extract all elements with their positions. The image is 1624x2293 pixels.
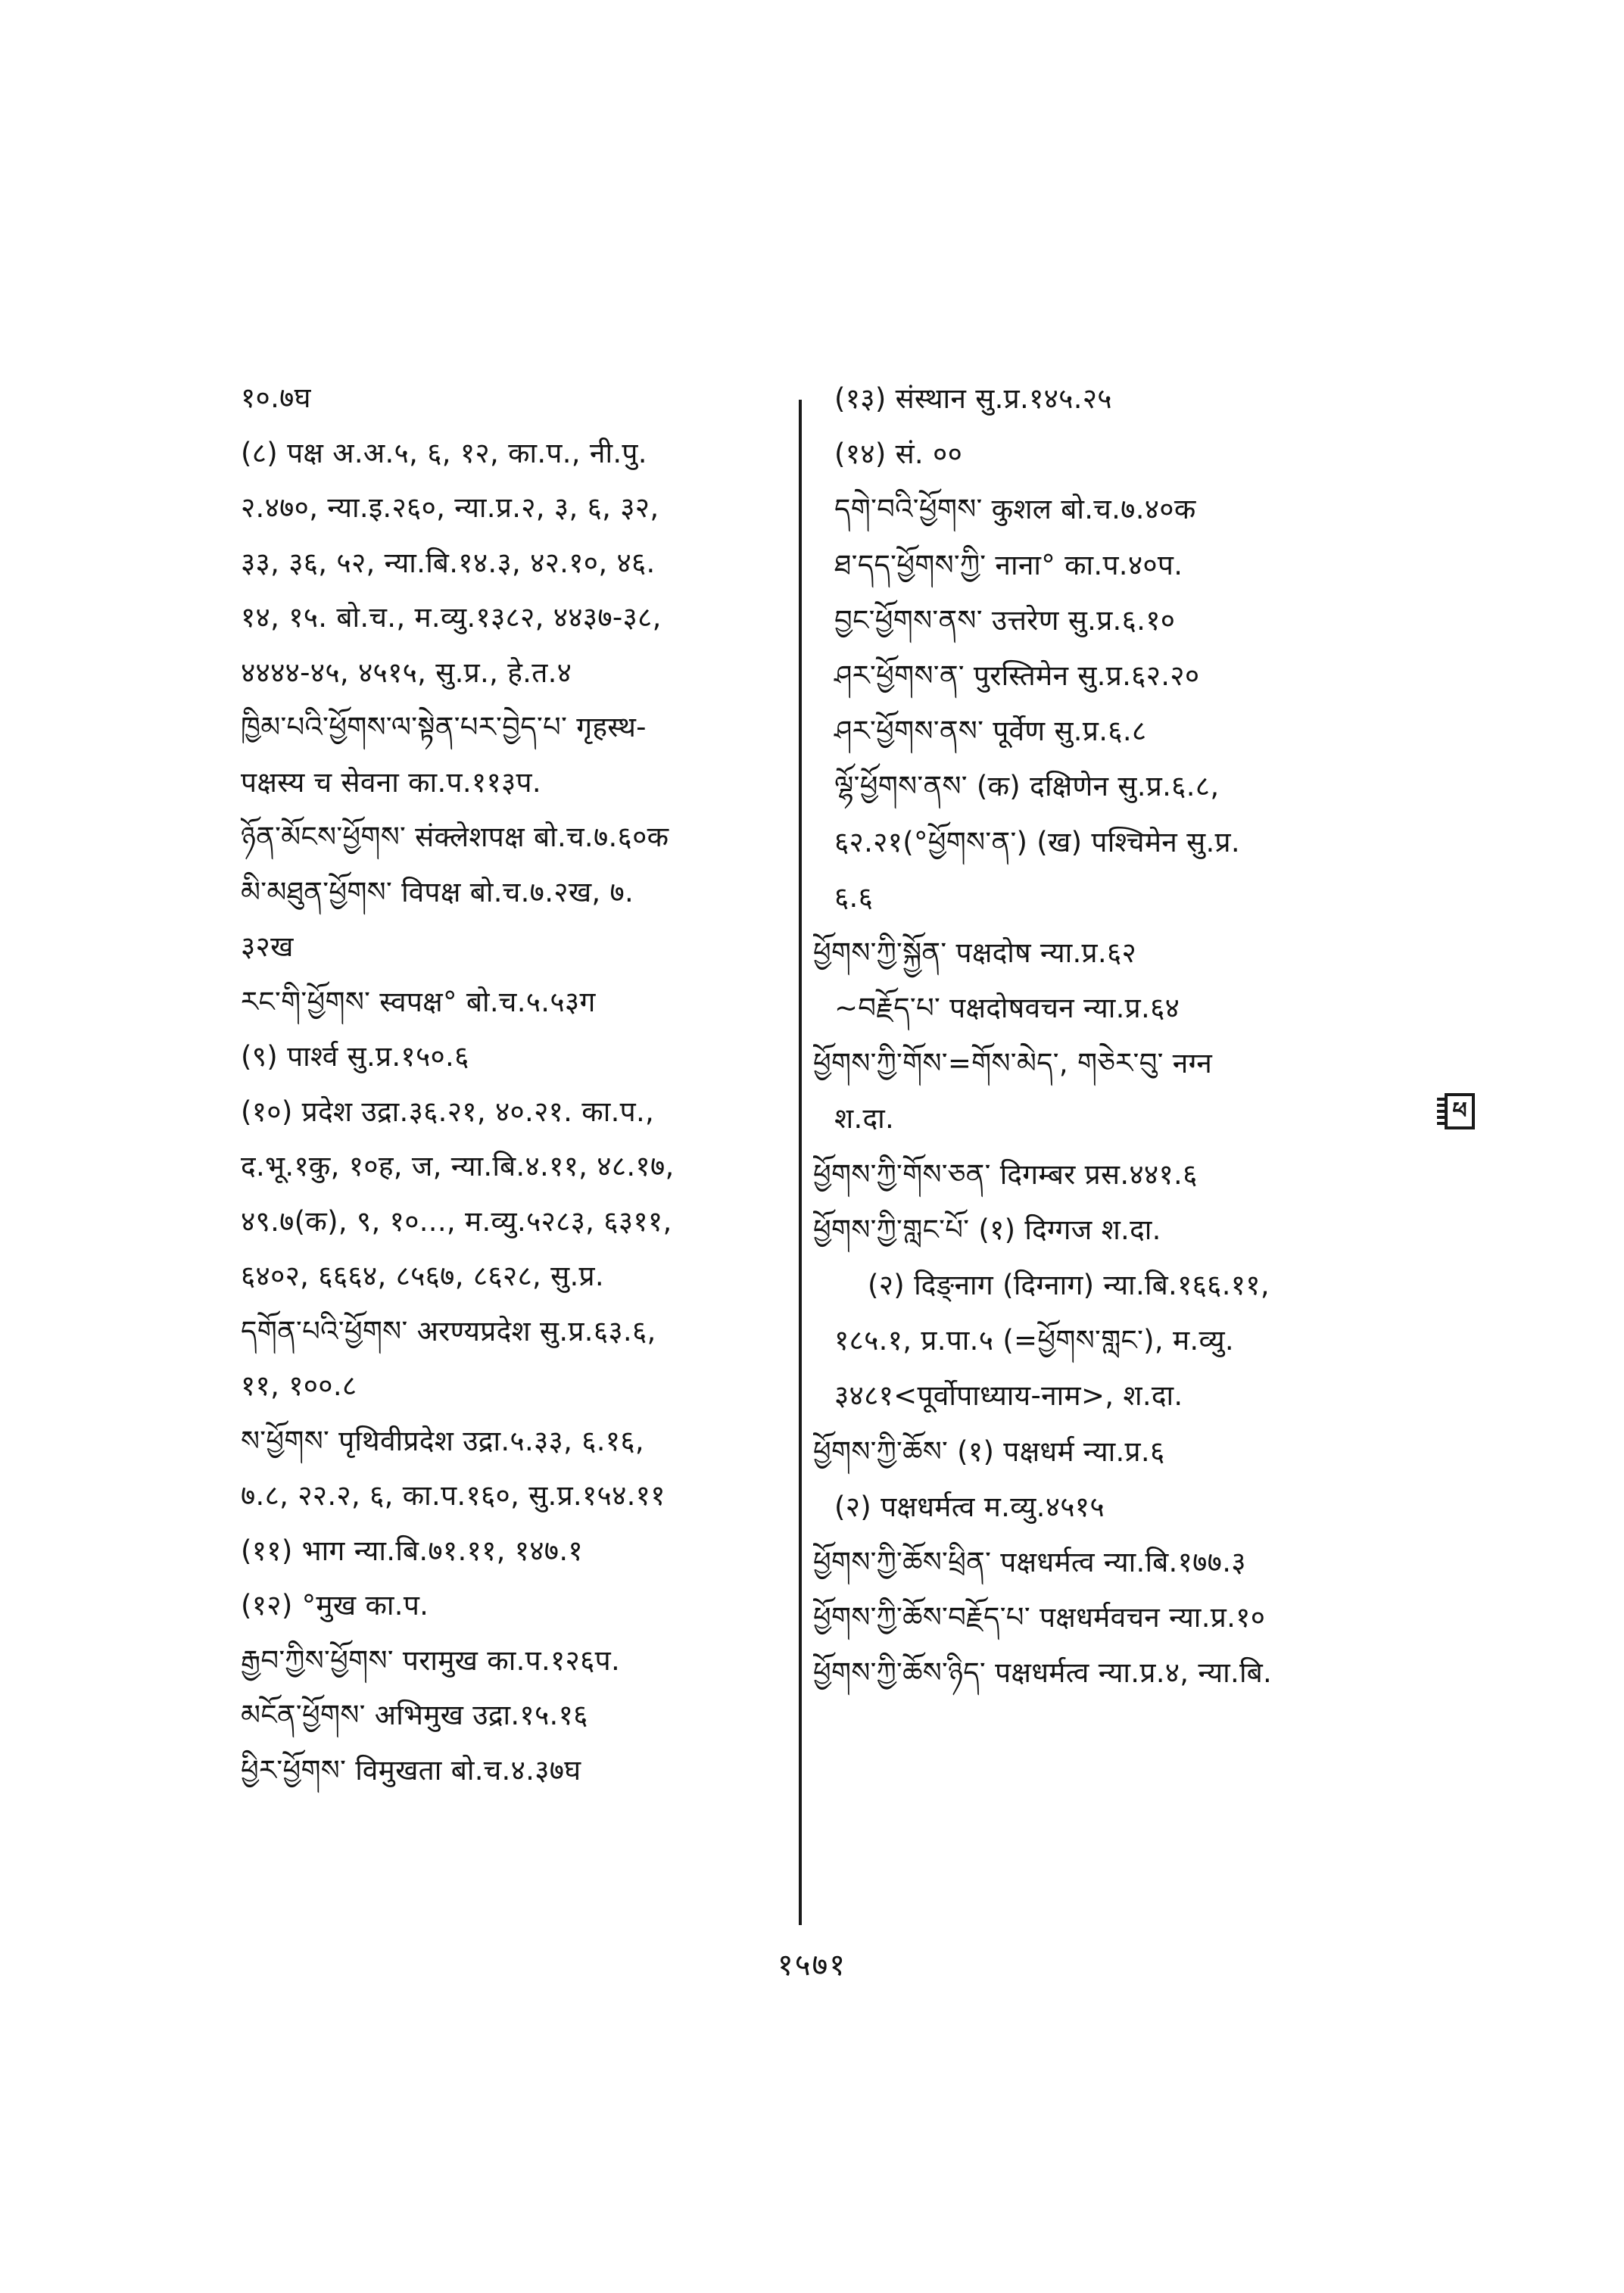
right-column [813,371,1419,1701]
entry-line: མི་མཐུན་ཕྱོགས་ विपक्ष बो.च.७.२ख, ७. [241,875,634,908]
entry-line: १०.७घ [241,382,311,414]
entry-line: ཤར་ཕྱོགས་ནས་ पूर्वेण सु.प्र.६.८ [834,715,1147,748]
entry-line: ६२.२१(°ཕྱོགས་ན་) (ख) पश्चिमेन सु.प्र. [834,825,1240,858]
entry-line: ལྷོ་ཕྱོགས་ནས་ (क) दक्षिणेन सु.प्र.६.८, [834,770,1220,803]
entry-line: (२) दिङ्नाग (दिग्नाग) न्या.बि.१६६.११, [868,1269,1270,1301]
entry-line: (८) पक्ष अ.अ.५, ६, १२, का.प., नी.पु. [241,436,647,469]
entry-line: མངོན་ཕྱོགས་ अभिमुख उद्रा.१५.१६ [241,1699,588,1731]
entry-line: ཕྱིར་ཕྱོགས་ विमुखता बो.च.४.३७घ [241,1753,581,1787]
entry-line: ཕྱོགས་ཀྱི་གོས་ཅན་ दिगम्बर प्रस.४४१.६ [813,1157,1198,1191]
entry-line: (२) पक्षधर्मत्व म.व्यु.४५१५ [834,1490,1105,1523]
entry-line: ཁྱིམ་པའི་ཕྱོགས་ལ་སྟེན་པར་བྱེད་པ་ गृहस्थ- [241,711,647,743]
entry-line: ~བརྗོད་པ་ पक्षदोषवचन न्या.प्र.६४ [834,992,1180,1025]
entry-line: २.४७०, न्या.इ.२६०, न्या.प्र.२, ३, ६, ३२, [241,491,659,524]
entry-line: ३३, ३६, ५२, न्या.बि.१४.३, ४२.१०, ४६. [241,546,656,579]
entry-line: द.भू.१कु, १०ह, ज, न्या.बि.४.११, ४८.१७, [241,1150,675,1182]
entry-line: ཕྱོགས་ཀྱི་ཆོས་བརྗོད་པ་ पक्षधर्मवचन न्या.प्र.१० [813,1601,1266,1634]
column-divider [799,400,802,1925]
entry-line: ཕྱོགས་ཀྱི་ཆོས་ཉིད་ पक्षधर्मत्व न्या.प्र.४, न्या.बि. [813,1656,1273,1690]
entry-line: ३२ख [241,930,294,963]
entry-line: ཕྱོགས་ཀྱི་གོས་=གོས་མེད་, གཅེར་བུ་ नग्न [813,1047,1213,1080]
entry-line: བྱང་ཕྱོགས་ནས་ उत्तरेण सु.प्र.६.१० [834,603,1176,637]
entry-line: ཤར་ཕྱོགས་ན་ पुरस्तिमेन सु.प्र.६२.२० [834,659,1200,692]
entry-line: ४४४४-४५, ४५१५, सु.प्र., हे.त.४ [241,656,572,689]
entry-line: དགོན་པའི་ཕྱོགས་ अरण्यप्रदेश सु.प्र.६३.६, [241,1314,656,1347]
left-column [241,371,801,1798]
entry-line: श.दा. [834,1102,895,1136]
entry-line: १४, १५. बो.च., म.व्यु.१३८२, ४४३७-३८, [241,601,662,634]
entry-line: ६.६ [834,880,874,914]
entry-line: ६४०२, ६६६४, ८५६७, ८६२८, सु.प्र. [241,1260,604,1292]
entry-line: ས་ཕྱོགས་ पृथिवीप्रदेश उद्रा.५.३३, ६.१६, [241,1424,644,1457]
entry-line: ཕྱོགས་ཀྱི་གླང་པོ་ (१) दिग्गज श.दा. [813,1213,1161,1246]
thumb-index-tab: ཕ [1445,1093,1475,1129]
entry-line: ११, १००.८ [241,1369,357,1402]
entry-line: (१३) संस्थान सु.प्र.१४५.२५ [834,382,1112,415]
entry-line: རང་གི་ཕྱོགས་ स्वपक्ष° बो.च.५.५३ग [241,985,596,1018]
entry-line: (९) पार्श्व सु.प्र.१५०.६ [241,1040,469,1073]
entry-line: (१२) °मुख का.प. [241,1589,429,1622]
entry-line: རྒྱབ་ཀྱིས་ཕྱོགས་ परामुख का.प.१२६प. [241,1643,621,1677]
entry-line: ཐ་དད་ཕྱོགས་ཀྱི་ नाना° का.प.४०प. [834,548,1183,581]
entry-line: ཉོན་མོངས་ཕྱོགས་ संक्लेशपक्ष बो.च.७.६०क [241,821,669,853]
entry-line: (११) भाग न्या.बि.७१.११, १४७.१ [241,1534,583,1567]
entry-line: १८५.१, प्र.पा.५ (=ཕྱོགས་གླང་), म.व्यु. [834,1324,1234,1357]
page-number: १५७१ [777,1948,847,1983]
entry-line: ७.८, २२.२, ६, का.प.१६०, सु.प्र.१५४.११ [241,1479,665,1512]
entry-line: ४९.७(क), ९, १०..., म.व्यु.५२८३, ६३११, [241,1204,672,1238]
entry-line: (१४) सं. ०० [834,438,963,471]
entry-line: पक्षस्य च सेवना का.प.११३प. [241,765,541,799]
entry-line: ཕྱོགས་ཀྱི་ཆོས་ཕྲིན་ पक्षधर्मत्व न्या.बि.१७७.३ [813,1545,1246,1578]
entry-line: ཕྱོགས་ཀྱི་སྐྱོན་ पक्षदोष न्या.प्र.६२ [813,936,1137,969]
entry-line: (१०) प्रदेश उद्रा.३६.२१, ४०.२१. का.प., [241,1095,655,1128]
entry-line: དགེ་བའི་ཕྱོགས་ कुशल बो.च.७.४०क [834,493,1196,526]
entry-line: ३४८१<पूर्वोपाध्याय-नाम>, श.दा. [834,1379,1183,1413]
entry-line: ཕྱོགས་ཀྱི་ཆོས་ (१) पक्षधर्म न्या.प्र.६ [813,1435,1165,1468]
